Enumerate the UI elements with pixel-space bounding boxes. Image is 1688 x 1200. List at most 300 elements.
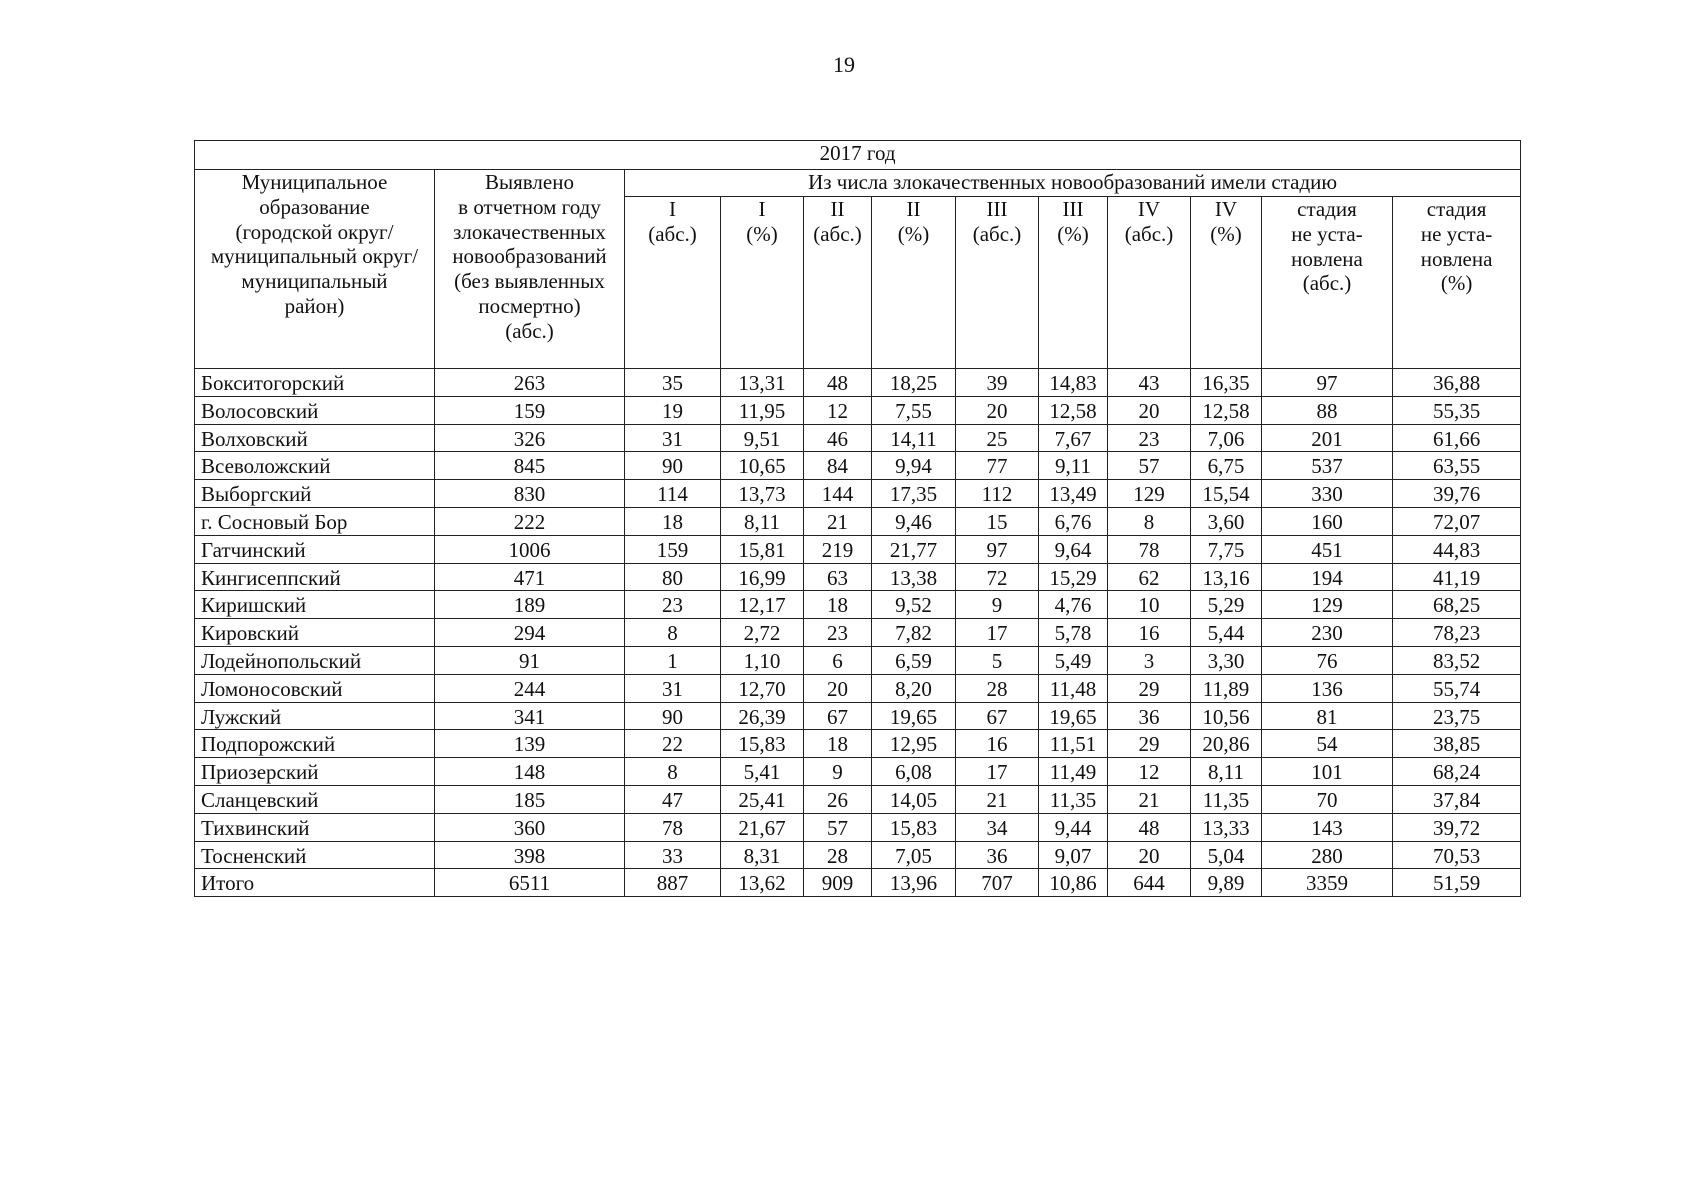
table-cell: 707 bbox=[956, 869, 1039, 897]
table-cell: 21 bbox=[956, 785, 1039, 813]
table-cell: 17 bbox=[956, 619, 1039, 647]
table-row bbox=[195, 480, 1521, 508]
table-cell: 13,49 bbox=[1039, 480, 1108, 508]
table-cell: 9,89 bbox=[1191, 869, 1262, 897]
table-cell: 5,49 bbox=[1039, 646, 1108, 674]
detected-column-header bbox=[435, 170, 625, 369]
header-line: II bbox=[830, 197, 845, 221]
table-cell: 34 bbox=[956, 813, 1039, 841]
table-cell: 16 bbox=[956, 730, 1039, 758]
table-cell: 38,85 bbox=[1393, 730, 1521, 758]
header-line: I bbox=[669, 197, 676, 221]
table-cell: 14,11 bbox=[872, 424, 956, 452]
header-line: (без выявленных bbox=[454, 269, 605, 294]
table-cell: 8 bbox=[1108, 507, 1191, 535]
table-cell: 97 bbox=[1262, 369, 1393, 397]
table-cell: 80 bbox=[625, 563, 721, 591]
table-cell: 537 bbox=[1262, 452, 1393, 480]
table-cell: 67 bbox=[804, 702, 872, 730]
table-cell: 23,75 bbox=[1393, 702, 1521, 730]
table-cell: 25 bbox=[956, 424, 1039, 452]
municipality-name: Волховский bbox=[195, 424, 435, 452]
table-cell: 18 bbox=[804, 730, 872, 758]
table-cell: 97 bbox=[956, 535, 1039, 563]
stage-column-header bbox=[1191, 197, 1262, 369]
header-line: Муниципальное bbox=[241, 170, 388, 194]
table-cell: 11,48 bbox=[1039, 674, 1108, 702]
table-cell: 136 bbox=[1262, 674, 1393, 702]
table-cell: 39,72 bbox=[1393, 813, 1521, 841]
header-line: не уста- bbox=[1291, 221, 1363, 246]
table-cell: 43 bbox=[1108, 369, 1191, 397]
table-cell: 23 bbox=[1108, 424, 1191, 452]
table-cell: 15,54 bbox=[1191, 480, 1262, 508]
table-cell: 10,86 bbox=[1039, 869, 1108, 897]
header-line: IV bbox=[1137, 197, 1161, 221]
year-header: 2017 год bbox=[195, 141, 1521, 170]
table-cell: 5,41 bbox=[721, 758, 804, 786]
table-cell: 36 bbox=[956, 841, 1039, 869]
table-cell: 219 bbox=[804, 535, 872, 563]
table-cell: 9,07 bbox=[1039, 841, 1108, 869]
table-cell: 8,11 bbox=[1191, 758, 1262, 786]
header-line: новлена bbox=[1420, 246, 1493, 271]
table-cell: 201 bbox=[1262, 424, 1393, 452]
table-cell: 15,83 bbox=[872, 813, 956, 841]
table-cell: 3,30 bbox=[1191, 646, 1262, 674]
municipality-name: Приозерский bbox=[195, 758, 435, 786]
table-cell: 9,44 bbox=[1039, 813, 1108, 841]
table-cell: 13,73 bbox=[721, 480, 804, 508]
table-cell: 3 bbox=[1108, 646, 1191, 674]
table-cell: 62 bbox=[1108, 563, 1191, 591]
table-cell: 15,81 bbox=[721, 535, 804, 563]
header-line: район) bbox=[284, 293, 345, 318]
table-cell: 11,51 bbox=[1039, 730, 1108, 758]
header-line: (абс.) bbox=[1124, 221, 1174, 246]
municipality-name: Выборгский bbox=[195, 480, 435, 508]
municipality-name: Итого bbox=[195, 869, 435, 897]
table-row bbox=[195, 507, 1521, 535]
table-cell: 33 bbox=[625, 841, 721, 869]
table-cell: 78 bbox=[625, 813, 721, 841]
header-line: (абс.) bbox=[648, 221, 697, 246]
table-cell: 63 bbox=[804, 563, 872, 591]
table-cell: 19,65 bbox=[872, 702, 956, 730]
stage-column-header bbox=[1108, 197, 1191, 369]
table-cell: 35 bbox=[625, 369, 721, 397]
table-cell: 7,55 bbox=[872, 396, 956, 424]
table-cell: 39,76 bbox=[1393, 480, 1521, 508]
table-cell: 222 bbox=[435, 507, 625, 535]
header-line: (городской округ/ bbox=[235, 219, 394, 244]
table-cell: 72,07 bbox=[1393, 507, 1521, 535]
table-cell: 8,20 bbox=[872, 674, 956, 702]
table-cell: 160 bbox=[1262, 507, 1393, 535]
table-cell: 57 bbox=[1108, 452, 1191, 480]
table-cell: 159 bbox=[625, 535, 721, 563]
header-line: новлена bbox=[1291, 246, 1363, 271]
table-cell: 11,35 bbox=[1191, 785, 1262, 813]
table-cell: 68,25 bbox=[1393, 591, 1521, 619]
table-cell: 148 bbox=[435, 758, 625, 786]
table-cell: 5,29 bbox=[1191, 591, 1262, 619]
table-row bbox=[195, 591, 1521, 619]
table-cell: 23 bbox=[625, 591, 721, 619]
stage-column-header bbox=[625, 197, 721, 369]
table-cell: 20 bbox=[1108, 396, 1191, 424]
table-cell: 9,64 bbox=[1039, 535, 1108, 563]
table-cell: 17,35 bbox=[872, 480, 956, 508]
header-line: не уста- bbox=[1420, 221, 1493, 246]
table-cell: 9,11 bbox=[1039, 452, 1108, 480]
table-cell: 6511 bbox=[435, 869, 625, 897]
table-cell: 72 bbox=[956, 563, 1039, 591]
header-line: III bbox=[986, 197, 1008, 221]
table-cell: 78 bbox=[1108, 535, 1191, 563]
table-cell: 61,66 bbox=[1393, 424, 1521, 452]
table-cell: 70,53 bbox=[1393, 841, 1521, 869]
table-cell: 25,41 bbox=[721, 785, 804, 813]
oncology-stage-table bbox=[194, 140, 1521, 897]
table-cell: 830 bbox=[435, 480, 625, 508]
table-cell: 5 bbox=[956, 646, 1039, 674]
table-cell: 1,10 bbox=[721, 646, 804, 674]
table-row bbox=[195, 813, 1521, 841]
table-cell: 909 bbox=[804, 869, 872, 897]
table-cell: 8 bbox=[625, 758, 721, 786]
stage-column-header bbox=[1393, 197, 1521, 369]
table-row bbox=[195, 535, 1521, 563]
table-cell: 55,74 bbox=[1393, 674, 1521, 702]
table-cell: 31 bbox=[625, 674, 721, 702]
table-cell: 7,75 bbox=[1191, 535, 1262, 563]
header-line: злокачественных bbox=[453, 219, 606, 244]
table-cell: 244 bbox=[435, 674, 625, 702]
table-cell: 67 bbox=[956, 702, 1039, 730]
table-cell: 159 bbox=[435, 396, 625, 424]
table-cell: 48 bbox=[804, 369, 872, 397]
table-cell: 36 bbox=[1108, 702, 1191, 730]
table-cell: 330 bbox=[1262, 480, 1393, 508]
table-row bbox=[195, 758, 1521, 786]
table-cell: 26 bbox=[804, 785, 872, 813]
table-cell: 129 bbox=[1262, 591, 1393, 619]
table-cell: 48 bbox=[1108, 813, 1191, 841]
header-line: (%) bbox=[1210, 221, 1242, 246]
header-line: IV bbox=[1214, 197, 1238, 221]
table-cell: 326 bbox=[435, 424, 625, 452]
stage-column-header bbox=[956, 197, 1039, 369]
table-cell: 7,67 bbox=[1039, 424, 1108, 452]
table-row bbox=[195, 646, 1521, 674]
table-cell: 12,95 bbox=[872, 730, 956, 758]
table-cell: 10 bbox=[1108, 591, 1191, 619]
table-cell: 16 bbox=[1108, 619, 1191, 647]
header-line: муниципальный bbox=[241, 269, 388, 294]
table-cell: 23 bbox=[804, 619, 872, 647]
stage-column-header bbox=[721, 197, 804, 369]
municipality-name: Лужский bbox=[195, 702, 435, 730]
header-line: Выявлено bbox=[485, 170, 574, 194]
table-cell: 360 bbox=[435, 813, 625, 841]
table-cell: 10,65 bbox=[721, 452, 804, 480]
table-cell: 31 bbox=[625, 424, 721, 452]
table-cell: 13,33 bbox=[1191, 813, 1262, 841]
table-cell: 14,83 bbox=[1039, 369, 1108, 397]
header-line: (%) bbox=[897, 221, 930, 246]
table-cell: 6 bbox=[804, 646, 872, 674]
table-cell: 11,49 bbox=[1039, 758, 1108, 786]
table-cell: 91 bbox=[435, 646, 625, 674]
table-cell: 1006 bbox=[435, 535, 625, 563]
table-cell: 13,96 bbox=[872, 869, 956, 897]
table-cell: 12,17 bbox=[721, 591, 804, 619]
table-cell: 12,58 bbox=[1039, 396, 1108, 424]
table-cell: 9,46 bbox=[872, 507, 956, 535]
table-cell: 29 bbox=[1108, 730, 1191, 758]
table-cell: 18 bbox=[625, 507, 721, 535]
header-line: (абс.) bbox=[972, 221, 1022, 246]
header-line: (абс.) bbox=[813, 221, 862, 246]
table-cell: 1 bbox=[625, 646, 721, 674]
table-cell: 15 bbox=[956, 507, 1039, 535]
table-row bbox=[195, 563, 1521, 591]
table-cell: 5,04 bbox=[1191, 841, 1262, 869]
table-cell: 9,51 bbox=[721, 424, 804, 452]
municipality-name: Тосненский bbox=[195, 841, 435, 869]
total-row bbox=[195, 869, 1521, 897]
table-cell: 20,86 bbox=[1191, 730, 1262, 758]
municipality-name: Гатчинский bbox=[195, 535, 435, 563]
table-row bbox=[195, 841, 1521, 869]
table-cell: 5,78 bbox=[1039, 619, 1108, 647]
table-cell: 51,59 bbox=[1393, 869, 1521, 897]
table-cell: 44,83 bbox=[1393, 535, 1521, 563]
table-cell: 76 bbox=[1262, 646, 1393, 674]
table-cell: 26,39 bbox=[721, 702, 804, 730]
table-cell: 6,59 bbox=[872, 646, 956, 674]
table-cell: 16,99 bbox=[721, 563, 804, 591]
table-cell: 3359 bbox=[1262, 869, 1393, 897]
stage-column-header bbox=[872, 197, 956, 369]
table-row bbox=[195, 674, 1521, 702]
table-cell: 54 bbox=[1262, 730, 1393, 758]
header-line: в отчетном году bbox=[458, 194, 601, 219]
municipality-name: Тихвинский bbox=[195, 813, 435, 841]
table-cell: 12,70 bbox=[721, 674, 804, 702]
table-cell: 9,94 bbox=[872, 452, 956, 480]
table-row bbox=[195, 730, 1521, 758]
municipality-name: Лодейнопольский bbox=[195, 646, 435, 674]
table-cell: 294 bbox=[435, 619, 625, 647]
table-cell: 22 bbox=[625, 730, 721, 758]
header-line: (%) bbox=[1057, 221, 1089, 246]
header-line: новообразований bbox=[452, 244, 607, 269]
table-cell: 189 bbox=[435, 591, 625, 619]
header-line: муниципальный округ/ bbox=[210, 244, 419, 269]
table-cell: 19,65 bbox=[1039, 702, 1108, 730]
header-line: III bbox=[1062, 197, 1084, 221]
municipality-column-header bbox=[195, 170, 435, 369]
table-cell: 57 bbox=[804, 813, 872, 841]
table-row bbox=[195, 369, 1521, 397]
table-cell: 28 bbox=[956, 674, 1039, 702]
table-cell: 6,75 bbox=[1191, 452, 1262, 480]
table-cell: 13,62 bbox=[721, 869, 804, 897]
table-cell: 16,35 bbox=[1191, 369, 1262, 397]
table-cell: 471 bbox=[435, 563, 625, 591]
table-cell: 185 bbox=[435, 785, 625, 813]
table-cell: 8 bbox=[625, 619, 721, 647]
table-cell: 13,31 bbox=[721, 369, 804, 397]
table-cell: 21,67 bbox=[721, 813, 804, 841]
municipality-name: г. Сосновый Бор bbox=[195, 507, 435, 535]
table-cell: 28 bbox=[804, 841, 872, 869]
municipality-name: Киришский bbox=[195, 591, 435, 619]
header-line: (абс.) bbox=[505, 318, 554, 343]
table-cell: 143 bbox=[1262, 813, 1393, 841]
table-cell: 7,82 bbox=[872, 619, 956, 647]
table-cell: 36,88 bbox=[1393, 369, 1521, 397]
table-cell: 144 bbox=[804, 480, 872, 508]
table-row bbox=[195, 702, 1521, 730]
table-cell: 12,58 bbox=[1191, 396, 1262, 424]
table-cell: 29 bbox=[1108, 674, 1191, 702]
table-cell: 845 bbox=[435, 452, 625, 480]
table-cell: 129 bbox=[1108, 480, 1191, 508]
table-cell: 21,77 bbox=[872, 535, 956, 563]
table-cell: 63,55 bbox=[1393, 452, 1521, 480]
table-cell: 90 bbox=[625, 452, 721, 480]
table-cell: 194 bbox=[1262, 563, 1393, 591]
municipality-name: Ломоносовский bbox=[195, 674, 435, 702]
table-cell: 20 bbox=[804, 674, 872, 702]
table-row bbox=[195, 619, 1521, 647]
table-cell: 88 bbox=[1262, 396, 1393, 424]
table-cell: 15,29 bbox=[1039, 563, 1108, 591]
table-cell: 398 bbox=[435, 841, 625, 869]
header-line: (%) bbox=[746, 221, 778, 246]
table-cell: 90 bbox=[625, 702, 721, 730]
table-cell: 112 bbox=[956, 480, 1039, 508]
header-line: II bbox=[906, 197, 921, 221]
header-line: посмертно) bbox=[478, 293, 581, 318]
table-cell: 8,31 bbox=[721, 841, 804, 869]
table-cell: 9 bbox=[956, 591, 1039, 619]
table-cell: 5,44 bbox=[1191, 619, 1262, 647]
table-cell: 47 bbox=[625, 785, 721, 813]
table-cell: 46 bbox=[804, 424, 872, 452]
header-line: стадия bbox=[1426, 197, 1487, 221]
header-line: образование bbox=[259, 194, 370, 219]
municipality-name: Волосовский bbox=[195, 396, 435, 424]
table-cell: 15,83 bbox=[721, 730, 804, 758]
table-cell: 4,76 bbox=[1039, 591, 1108, 619]
table-cell: 451 bbox=[1262, 535, 1393, 563]
table-cell: 6,76 bbox=[1039, 507, 1108, 535]
table-cell: 3,60 bbox=[1191, 507, 1262, 535]
table-cell: 280 bbox=[1262, 841, 1393, 869]
table-cell: 644 bbox=[1108, 869, 1191, 897]
page-number: 19 bbox=[833, 52, 855, 77]
table-cell: 263 bbox=[435, 369, 625, 397]
table-cell: 12 bbox=[804, 396, 872, 424]
table-cell: 17 bbox=[956, 758, 1039, 786]
table-cell: 21 bbox=[804, 507, 872, 535]
municipality-name: Кингисеппский bbox=[195, 563, 435, 591]
table-cell: 114 bbox=[625, 480, 721, 508]
table-cell: 68,24 bbox=[1393, 758, 1521, 786]
municipality-name: Сланцевский bbox=[195, 785, 435, 813]
table-cell: 77 bbox=[956, 452, 1039, 480]
table-cell: 70 bbox=[1262, 785, 1393, 813]
table-cell: 21 bbox=[1108, 785, 1191, 813]
table-cell: 11,95 bbox=[721, 396, 804, 424]
table-cell: 20 bbox=[956, 396, 1039, 424]
table-cell: 81 bbox=[1262, 702, 1393, 730]
municipality-name: Кировский bbox=[195, 619, 435, 647]
stages-group-header: Из числа злокачественных новообразований имели стадию bbox=[625, 170, 1521, 197]
table-cell: 13,16 bbox=[1191, 563, 1262, 591]
table-cell: 11,89 bbox=[1191, 674, 1262, 702]
municipality-name: Бокситогорский bbox=[195, 369, 435, 397]
table-cell: 8,11 bbox=[721, 507, 804, 535]
municipality-name: Всеволожский bbox=[195, 452, 435, 480]
table-cell: 7,06 bbox=[1191, 424, 1262, 452]
table-cell: 18,25 bbox=[872, 369, 956, 397]
table-cell: 2,72 bbox=[721, 619, 804, 647]
table-cell: 20 bbox=[1108, 841, 1191, 869]
table-cell: 41,19 bbox=[1393, 563, 1521, 591]
table-cell: 14,05 bbox=[872, 785, 956, 813]
table-cell: 7,05 bbox=[872, 841, 956, 869]
table-cell: 101 bbox=[1262, 758, 1393, 786]
table-cell: 139 bbox=[435, 730, 625, 758]
stage-column-header bbox=[804, 197, 872, 369]
table-row bbox=[195, 396, 1521, 424]
table-cell: 19 bbox=[625, 396, 721, 424]
table-row bbox=[195, 452, 1521, 480]
table-cell: 9,52 bbox=[872, 591, 956, 619]
table-cell: 230 bbox=[1262, 619, 1393, 647]
table-cell: 10,56 bbox=[1191, 702, 1262, 730]
table-cell: 78,23 bbox=[1393, 619, 1521, 647]
table-cell: 18 bbox=[804, 591, 872, 619]
table-cell: 55,35 bbox=[1393, 396, 1521, 424]
header-line: (абс.) bbox=[1302, 271, 1352, 296]
table-row bbox=[195, 785, 1521, 813]
header-line: стадия bbox=[1297, 197, 1357, 221]
header-line: (%) bbox=[1440, 271, 1473, 296]
table-cell: 13,38 bbox=[872, 563, 956, 591]
table-cell: 84 bbox=[804, 452, 872, 480]
table-row bbox=[195, 424, 1521, 452]
table-cell: 11,35 bbox=[1039, 785, 1108, 813]
table-cell: 37,84 bbox=[1393, 785, 1521, 813]
stage-column-header bbox=[1039, 197, 1108, 369]
table-cell: 9 bbox=[804, 758, 872, 786]
table-cell: 12 bbox=[1108, 758, 1191, 786]
table-cell: 83,52 bbox=[1393, 646, 1521, 674]
municipality-name: Подпорожский bbox=[195, 730, 435, 758]
table-cell: 887 bbox=[625, 869, 721, 897]
stage-column-header bbox=[1262, 197, 1393, 369]
table-cell: 341 bbox=[435, 702, 625, 730]
header-line: I bbox=[758, 197, 766, 221]
table-cell: 39 bbox=[956, 369, 1039, 397]
table-cell: 6,08 bbox=[872, 758, 956, 786]
